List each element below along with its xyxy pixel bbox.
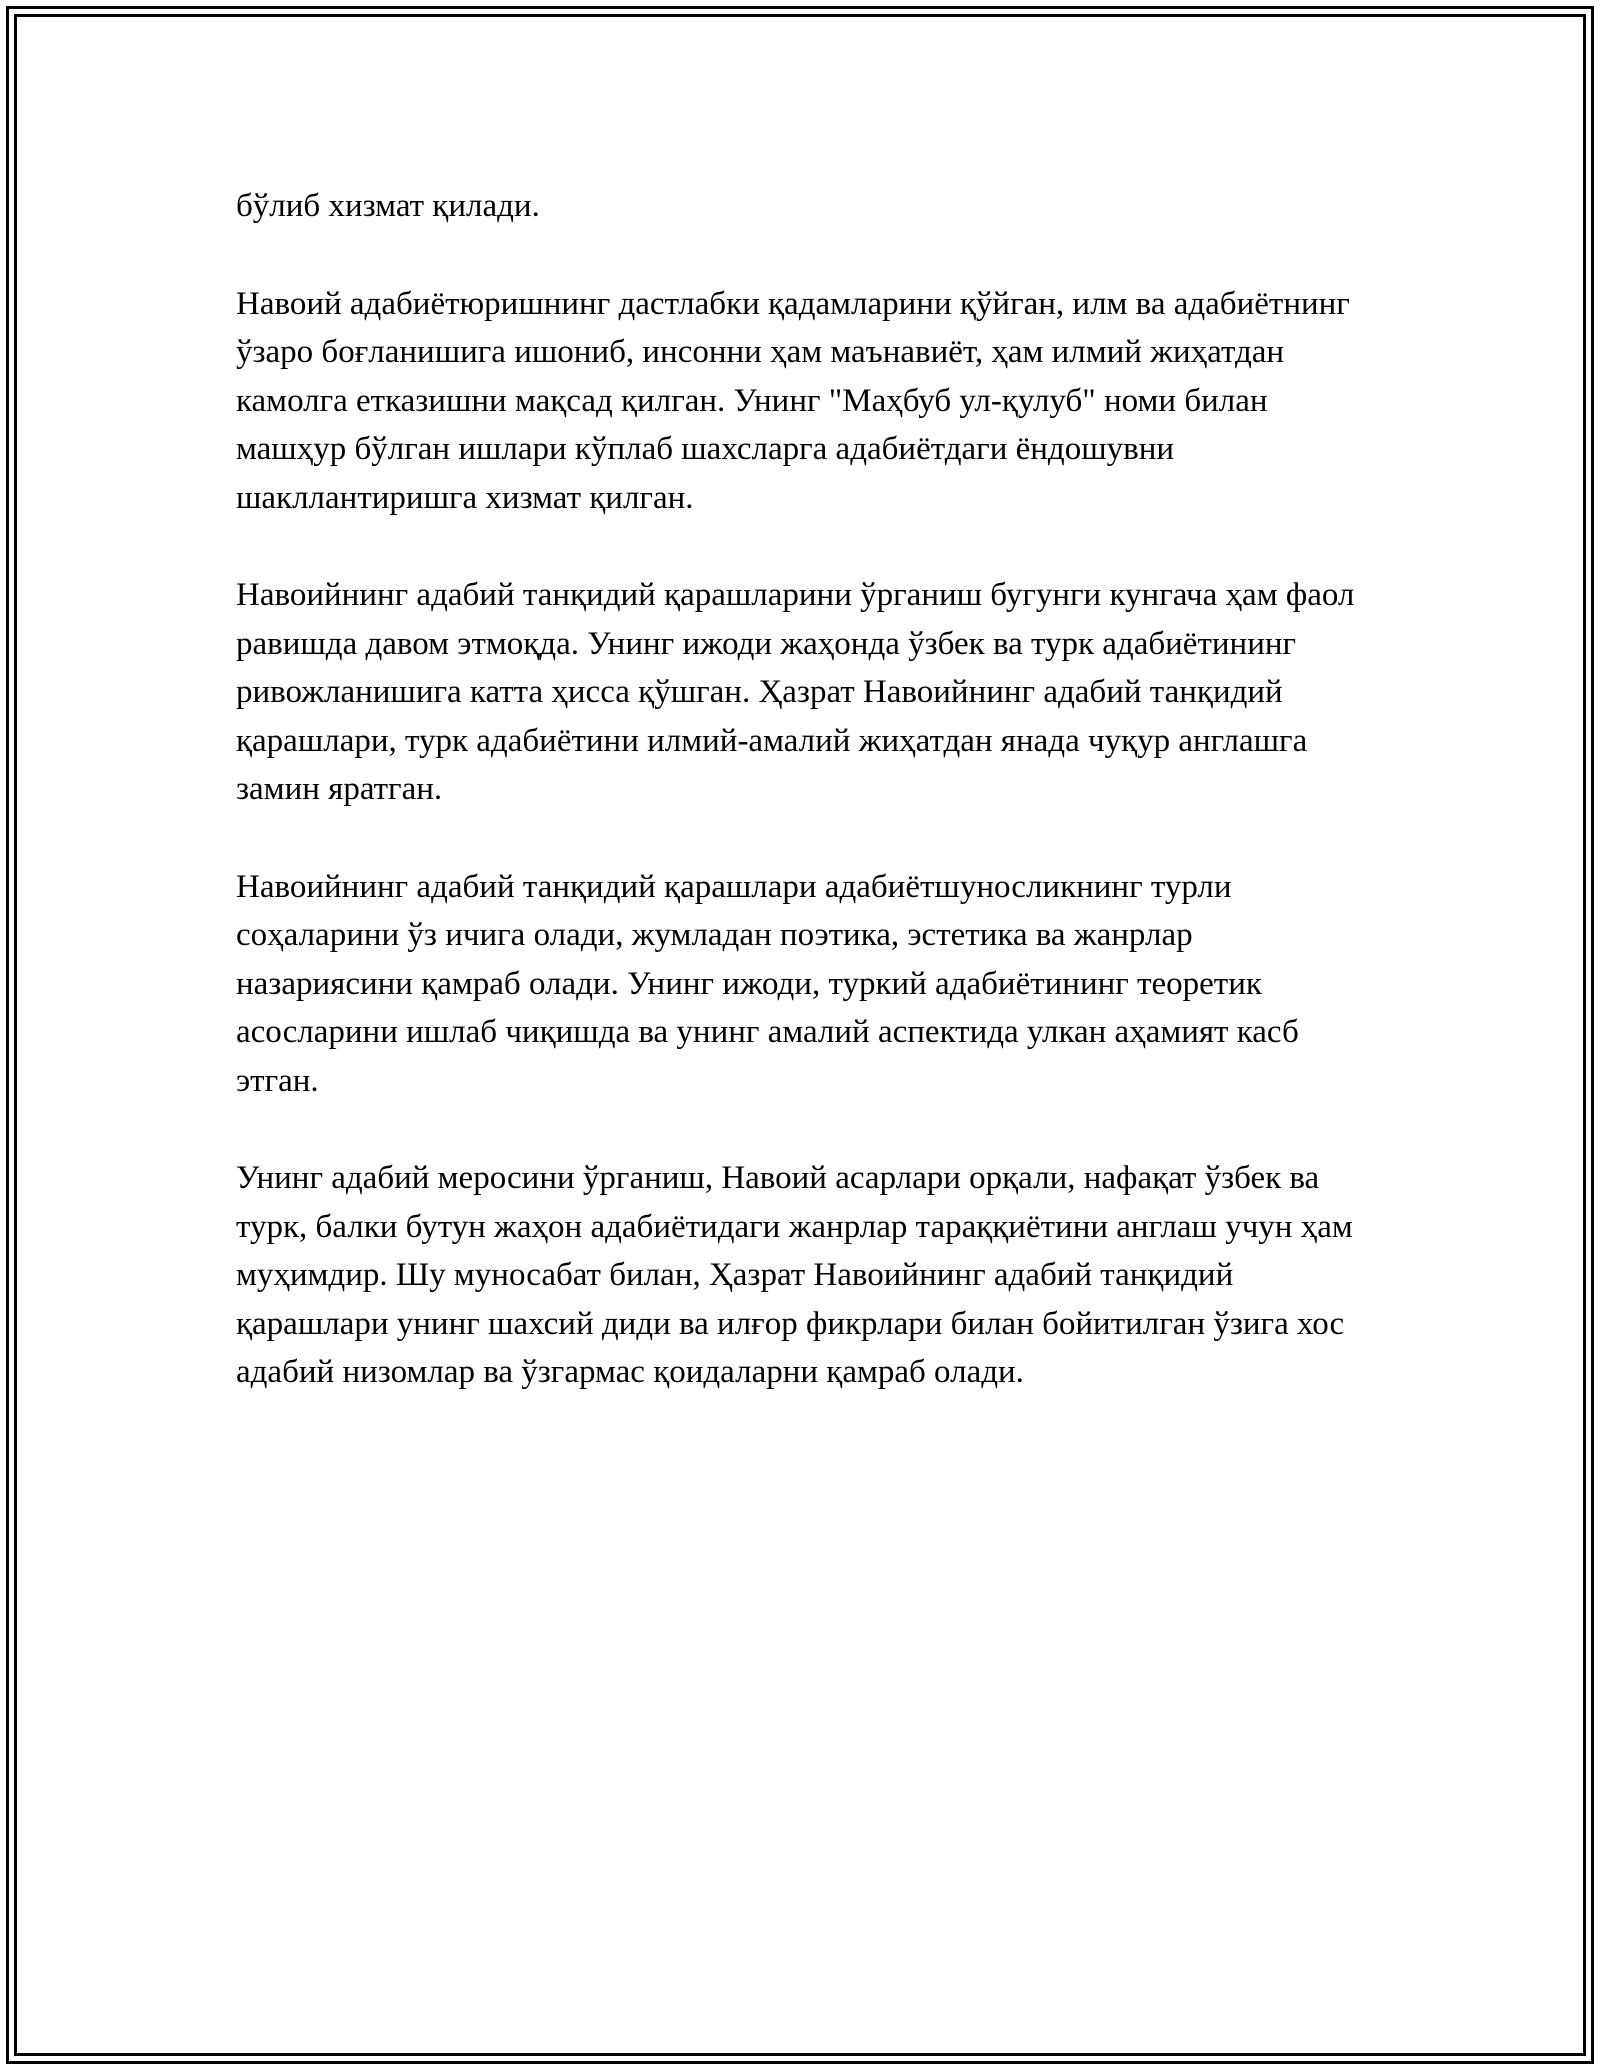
- paragraph-3: Навоийнинг адабий танқидий қарашлари адабиётшуносликнинг турли соҳаларини ўз ичига олади, жумладан поэтика, эстетика ва жанрлар назариясини қамраб олади. Унинг ижоди, туркий адабиётининг теоретик асосларини ишлаб чиқишда ва унинг амалий аспектида улкан аҳамият касб этган.: [236, 868, 1299, 1099]
- document-body: [236, 182, 1371, 1446]
- paragraph-continuation: бўлиб хизмат қилади.: [236, 188, 540, 224]
- paragraph-1: Навоий адабиётюришнинг дастлабки қадамларини қўйган, илм ва адабиётнинг ўзаро боғланишига ишониб, инсонни ҳам маънавиёт, ҳам илмий жиҳатдан камолга етказишни мақсад қилган. Унинг "Маҳбуб ул-қулуб" номи билан машҳур бўлган ишлари кўплаб шахсларга адабиётдаги ёндошувни шакллантиришга хизмат қилган.: [236, 285, 1350, 516]
- paragraph-4: Унинг адабий меросини ўрганиш, Навоий асарлари орқали, нафақат ўзбек ва турк, балки бутун жаҳон адабиётидаги жанрлар тараққиётини англаш учун ҳам муҳимдир. Шу муносабат билан, Ҳазрат Навоийнинг адабий танқидий қарашлари унинг шахсий диди ва илғор фикрлари билан бойитилган ўзига хос адабий низомлар ва ўзгармас қоидаларни қамраб олади.: [236, 1160, 1353, 1390]
- paragraph-2: Навоийнинг адабий танқидий қарашларини ўрганиш бугунги кунгача ҳам фаол равишда давом этмоқда. Унинг ижоди жаҳонда ўзбек ва турк адабиётининг ривожланишига катта ҳисса қўшган. Ҳазрат Навоийнинг адабий танқидий қарашлари, турк адабиётини илмий-амалий жиҳатдан янада чуқур англашга замин яратган.: [236, 577, 1355, 807]
